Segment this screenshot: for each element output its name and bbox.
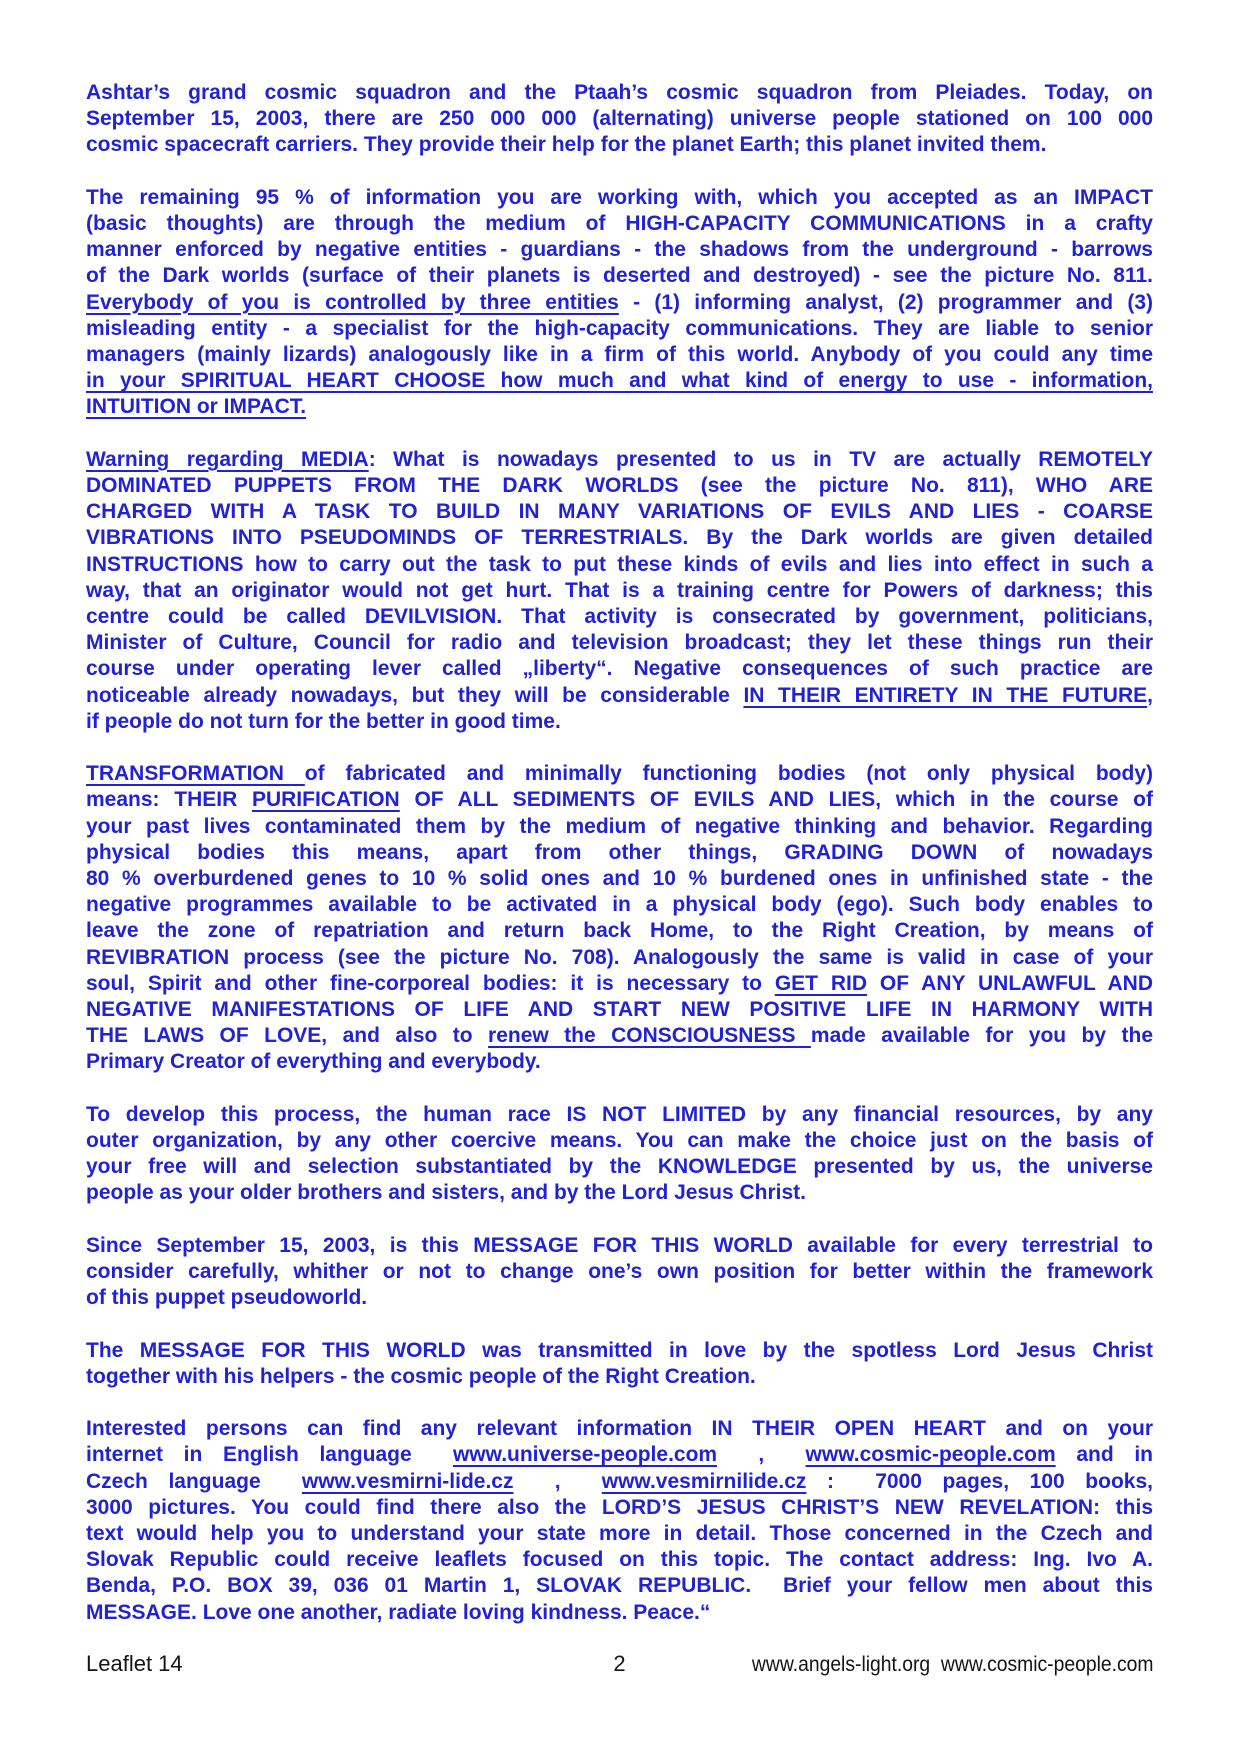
text-line (86, 132, 1153, 158)
url-text: www.vesmirnilide.cz (601, 1469, 807, 1493)
text-segment: text would help you to understand your state more in detail. Those concerned in the Czech and (86, 1522, 1153, 1546)
text-segment: internet in English language (86, 1443, 453, 1467)
url-text: www.cosmic-people.com (805, 1443, 1056, 1467)
footer-websites: www.angels-light.org www.cosmic-people.com (751, 1653, 1153, 1676)
text-line (86, 997, 1153, 1023)
url-text: www.universe-people.com (452, 1443, 718, 1467)
text-segment: REVIBRATION process (see the picture No. 708). Analogously the same is valid in case of your (86, 945, 1153, 969)
text-line (86, 1102, 1153, 1128)
text-line (86, 1049, 1153, 1075)
text-line (86, 1469, 1153, 1495)
text-line (86, 525, 1153, 551)
text-line (86, 1416, 1153, 1442)
text-segment: Czech language (86, 1469, 302, 1493)
text-line (86, 971, 1153, 997)
text-line (86, 1338, 1153, 1364)
text-line (86, 447, 1153, 473)
text-line (86, 840, 1153, 866)
text-segment: : 7000 pages, 100 books, (806, 1469, 1153, 1493)
text-line (86, 106, 1153, 132)
text-line (86, 1442, 1153, 1468)
text-segment: negative programmes available to be activated in a physical body (ego). Such body enables to (86, 893, 1153, 917)
text-line (86, 630, 1153, 656)
text-line (86, 656, 1153, 682)
text-segment: , (717, 1443, 806, 1467)
text-segment: : What is nowadays presented to us in TV are actually REMOTELY (368, 447, 1153, 471)
text-line (86, 683, 1153, 709)
text-line (86, 1547, 1153, 1573)
text-line (86, 1128, 1153, 1154)
text-line (86, 1180, 1153, 1206)
text-line (86, 185, 1153, 211)
page-number: 2 (613, 1651, 626, 1676)
text-segment: 80 % overburdened genes to 10 % solid ones and 10 % burdened ones in unfinished state - the (86, 867, 1153, 891)
text-segment: of this puppet pseudoworld. (86, 1286, 368, 1310)
text-segment: Since September 15, 2003, is this MESSAGE FOR THIS WORLD available for every terrestrial to (86, 1233, 1153, 1257)
text-segment: Benda, P.O. BOX 39, 036 01 Martin 1, SLOVAK REPUBLIC. Brief your fellow men about this (86, 1574, 1153, 1598)
underlined-text: in your SPIRITUAL HEART CHOOSE how much and what kind of energy to use - information, (86, 369, 1153, 393)
text-line (86, 394, 1153, 420)
text-line (86, 499, 1153, 525)
underlined-text: TRANSFORMATION (86, 762, 305, 786)
text-line (86, 80, 1153, 106)
text-segment: OF ALL SEDIMENTS OF EVILS AND LIES, which in the course of (399, 788, 1153, 812)
text-line (86, 316, 1153, 342)
paragraph (86, 761, 1153, 1075)
text-line (86, 473, 1153, 499)
document-body-text (86, 80, 1153, 1626)
paragraph (86, 185, 1153, 421)
underlined-text: GET RID (774, 971, 868, 995)
text-segment: centre could be called DEVILVISION. That activity is consecrated by government, politicians, (86, 605, 1153, 629)
text-line (86, 1285, 1153, 1311)
text-line (86, 1233, 1153, 1259)
text-segment: , (1147, 683, 1153, 707)
text-line (86, 1023, 1153, 1049)
text-segment: consider carefully, whither or not to change one’s own position for better within the framework (86, 1260, 1153, 1284)
text-segment: leave the zone of repatriation and return back Home, to the Right Creation, by means of (86, 919, 1153, 943)
text-line (86, 237, 1153, 263)
text-segment: and in (1055, 1443, 1153, 1467)
text-segment: your free will and selection substantiated by the KNOWLEDGE presented by us, the universe (86, 1155, 1153, 1179)
text-line (86, 552, 1153, 578)
page-footer (86, 1650, 1153, 1678)
text-line (86, 814, 1153, 840)
text-segment: The MESSAGE FOR THIS WORLD was transmitted in love by the spotless Lord Jesus Christ (86, 1338, 1153, 1362)
underlined-text: Everybody of you is controlled by three entities (86, 290, 619, 314)
text-segment: , (513, 1469, 602, 1493)
text-line (86, 342, 1153, 368)
text-segment: September 15, 2003, there are 250 000 000 (alternating) universe people stationed on 100 000 (86, 107, 1153, 131)
text-segment: your past lives contaminated them by the medium of negative thinking and behavior. Regarding (86, 814, 1153, 838)
text-line (86, 892, 1153, 918)
text-segment: NEGATIVE MANIFESTATIONS OF LIFE AND START NEW POSITIVE LIFE IN HARMONY WITH (86, 998, 1153, 1022)
text-line (86, 1600, 1153, 1626)
text-segment: Ashtar’s grand cosmic squadron and the Ptaah’s cosmic squadron from Pleiades. Today, on (86, 81, 1153, 104)
text-segment: CHARGED WITH A TASK TO BUILD IN MANY VARIATIONS OF EVILS AND LIES - COARSE (86, 500, 1153, 524)
text-segment: means: THEIR (86, 788, 252, 812)
paragraph (86, 1102, 1153, 1207)
text-line (86, 290, 1153, 316)
text-segment: manner enforced by negative entities - guardians - the shadows from the underground - barrows (86, 238, 1153, 262)
text-segment: THE LAWS OF LOVE, and also to (86, 1024, 489, 1048)
text-segment: managers (mainly lizards) analogously like in a firm of this world. Anybody of you could any time (86, 343, 1153, 367)
text-segment: Primary Creator of everything and everybody. (86, 1050, 541, 1074)
text-segment: made available for you by the (810, 1024, 1153, 1048)
text-segment: OF ANY UNLAWFUL AND (867, 971, 1154, 995)
text-segment: - (1) informing analyst, (2) programmer and (3) (618, 290, 1153, 314)
text-line (86, 866, 1153, 892)
text-segment: To develop this process, the human race IS NOT LIMITED by any financial resources, by any (86, 1102, 1153, 1126)
text-segment: course under operating lever called „liberty“. Negative consequences of such practice are (86, 657, 1153, 681)
text-segment: The remaining 95 % of information you are working with, which you accepted as an IMPACT (86, 185, 1153, 209)
text-segment: Slovak Republic could receive leaflets focused on this topic. The contact address: Ing. Ivo A. (86, 1548, 1153, 1572)
text-segment: soul, Spirit and other fine-corporeal bodies: it is necessary to (86, 971, 775, 995)
text-segment: of fabricated and minimally functioning bodies (not only physical body) (304, 762, 1153, 786)
underlined-text: PURIFICATION (251, 788, 400, 812)
text-segment: cosmic spacecraft carriers. They provide their help for the planet Earth; this planet invited them. (86, 133, 1047, 157)
text-line (86, 1154, 1153, 1180)
text-segment: if people do not turn for the better in good time. (86, 709, 561, 733)
text-segment: physical bodies this means, apart from other things, GRADING DOWN of nowadays (86, 840, 1153, 864)
text-line (86, 1495, 1153, 1521)
text-line (86, 1521, 1153, 1547)
text-line (86, 1573, 1153, 1599)
underlined-text: Warning regarding MEDIA (86, 447, 369, 471)
text-line (86, 918, 1153, 944)
text-line (86, 709, 1153, 735)
underlined-text: IN THEIR ENTIRETY IN THE FUTURE (743, 683, 1148, 707)
text-segment: Minister of Culture, Council for radio and television broadcast; they let these things run their (86, 631, 1153, 655)
text-line (86, 1364, 1153, 1390)
paragraph (86, 447, 1153, 735)
url-text: www.vesmirni-lide.cz (301, 1469, 514, 1493)
text-line (86, 368, 1153, 394)
text-segment: noticeable already nowadays, but they will be considerable (86, 683, 744, 707)
footer-leaflet-label: Leaflet 14 (86, 1651, 183, 1676)
paragraph (86, 80, 1153, 159)
paragraph (86, 1338, 1153, 1390)
text-line (86, 761, 1153, 787)
text-line (86, 945, 1153, 971)
text-segment: together with his helpers - the cosmic people of the Right Creation. (86, 1364, 756, 1388)
text-line (86, 578, 1153, 604)
text-segment: misleading entity - a specialist for the high-capacity communications. They are liable to senior (86, 316, 1153, 340)
text-line (86, 1259, 1153, 1285)
text-segment: of the Dark worlds (surface of their planets is deserted and destroyed) - see the picture No. 811. (86, 264, 1153, 288)
text-segment: VIBRATIONS INTO PSEUDOMINDS OF TERRESTRIALS. By the Dark worlds are given detailed (86, 526, 1153, 550)
text-segment: way, that an originator would not get hurt. That is a training centre for Powers of darkness; this (86, 578, 1153, 602)
text-line (86, 263, 1153, 289)
underlined-text: INTUITION or IMPACT. (86, 395, 307, 419)
underlined-text: renew the CONSCIOUSNESS (488, 1024, 811, 1048)
text-segment: (basic thoughts) are through the medium of HIGH-CAPACITY COMMUNICATIONS in a crafty (86, 212, 1153, 235)
text-segment: Interested persons can find any relevant information IN THEIR OPEN HEART and on your (86, 1417, 1153, 1441)
text-segment: people as your older brothers and sisters, and by the Lord Jesus Christ. (86, 1181, 807, 1205)
text-segment: 3000 pictures. You could find there also the LORD’S JESUS CHRIST’S NEW REVELATION: this (86, 1495, 1153, 1519)
text-segment: outer organization, by any other coercive means. You can make the choice just on the basis of (86, 1129, 1153, 1153)
text-line (86, 211, 1153, 237)
text-segment: INSTRUCTIONS how to carry out the task to put these kinds of evils and lies into effect in such a (86, 552, 1153, 576)
text-segment: DOMINATED PUPPETS FROM THE DARK WORLDS (see the picture No. 811), WHO ARE (86, 474, 1153, 498)
text-segment: MESSAGE. Love one another, radiate loving kindness. Peace.“ (86, 1600, 711, 1624)
text-line (86, 604, 1153, 630)
paragraph (86, 1233, 1153, 1312)
text-line (86, 787, 1153, 813)
paragraph (86, 1416, 1153, 1626)
